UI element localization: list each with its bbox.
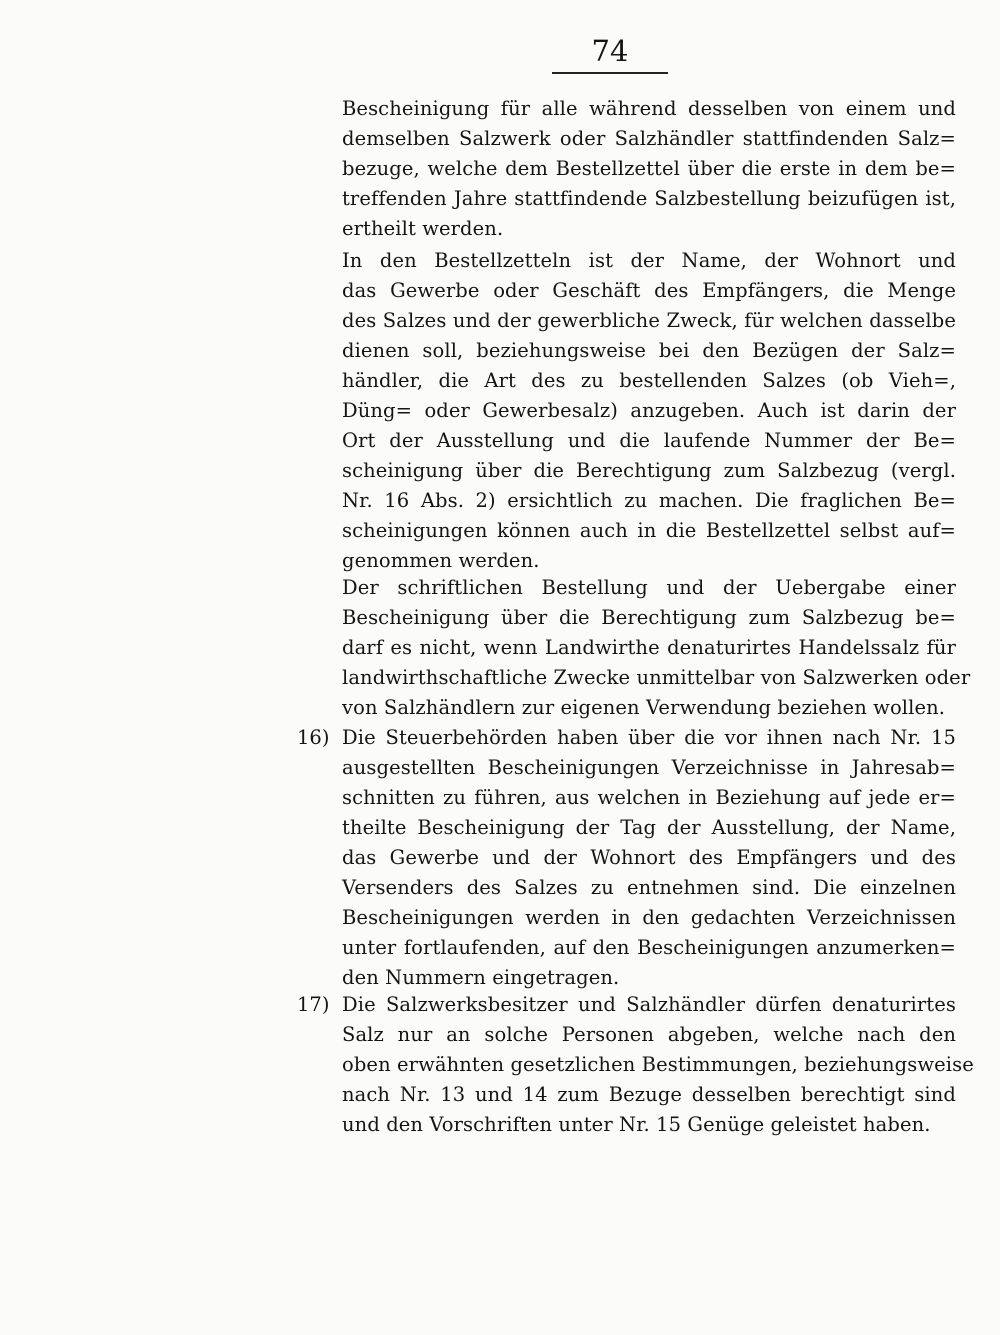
text-line: treffenden Jahre stattfindende Salzbestellung beizufügen ist, [342, 187, 956, 210]
item-number-16: 16) [297, 726, 330, 749]
text-line: Bescheinigungen werden in den gedachten Verzeichnissen [342, 906, 956, 929]
text-line: darf es nicht, wenn Landwirthe denaturirtes Handelssalz für [342, 636, 956, 659]
text-line: schnitten zu führen, aus welchen in Beziehung auf jede er= [342, 786, 956, 809]
text-line: ertheilt werden. [342, 217, 504, 240]
text-line: des Salzes und der gewerbliche Zweck, für welchen dasselbe [342, 309, 956, 332]
text-line: Der schriftlichen Bestellung und der Uebergabe einer [342, 576, 956, 599]
text-line: Düng= oder Gewerbesalz) anzugeben. Auch ist darin der [342, 399, 956, 422]
text-line: Ort der Ausstellung und die laufende Nummer der Be= [342, 429, 956, 452]
text-line: oben erwähnten gesetzlichen Bestimmungen, beziehungsweise [342, 1053, 974, 1076]
text-line: ausgestellten Bescheinigungen Verzeichnisse in Jahresab= [342, 756, 956, 779]
text-line: In den Bestellzetteln ist der Name, der Wohnort und [342, 249, 956, 272]
text-line: landwirthschaftliche Zwecke unmittelbar von Salzwerken oder [342, 666, 971, 689]
text-line: Bescheinigung über die Berechtigung zum Salzbezug be= [342, 606, 956, 629]
text-line: genommen werden. [342, 549, 540, 572]
text-line: scheinigungen können auch in die Bestellzettel selbst auf= [342, 519, 956, 542]
item-number-17: 17) [297, 993, 330, 1016]
text-line: bezuge, welche dem Bestellzettel über die erste in dem be= [342, 157, 956, 180]
text-line: dienen soll, beziehungsweise bei den Bezügen der Salz= [342, 339, 956, 362]
text-line: Die Salzwerksbesitzer und Salzhändler dürfen denaturirtes [342, 993, 956, 1016]
text-line: Nr. 16 Abs. 2) ersichtlich zu machen. Die fraglichen Be= [342, 489, 956, 512]
text-line: demselben Salzwerk oder Salzhändler stattfindenden Salz= [342, 127, 956, 150]
text-line: Die Steuerbehörden haben über die vor ihnen nach Nr. 15 [342, 726, 956, 749]
text-line: von Salzhändlern zur eigenen Verwendung beziehen wollen. [342, 696, 946, 719]
page-number: 74 [591, 34, 629, 68]
text-line: das Gewerbe oder Geschäft des Empfängers, die Menge [342, 279, 956, 302]
text-line: und den Vorschriften unter Nr. 15 Genüge geleistet haben. [342, 1113, 931, 1136]
text-line: Salz nur an solche Personen abgeben, welche nach den [342, 1023, 956, 1046]
text-line: unter fortlaufenden, auf den Bescheinigungen anzumerken= [342, 936, 956, 959]
text-line: den Nummern eingetragen. [342, 966, 620, 989]
header-rule [552, 72, 668, 74]
text-line: theilte Bescheinigung der Tag der Ausstellung, der Name, [342, 816, 956, 839]
text-line: das Gewerbe und der Wohnort des Empfängers und des [342, 846, 956, 869]
text-line: Bescheinigung für alle während desselben von einem und [342, 97, 956, 120]
text-line: händler, die Art des zu bestellenden Salzes (ob Vieh=, [342, 369, 956, 392]
text-line: Versenders des Salzes zu entnehmen sind. Die einzelnen [342, 876, 956, 899]
text-line: scheinigung über die Berechtigung zum Salzbezug (vergl. [342, 459, 956, 482]
text-line: nach Nr. 13 und 14 zum Bezuge desselben berechtigt sind [342, 1083, 956, 1106]
